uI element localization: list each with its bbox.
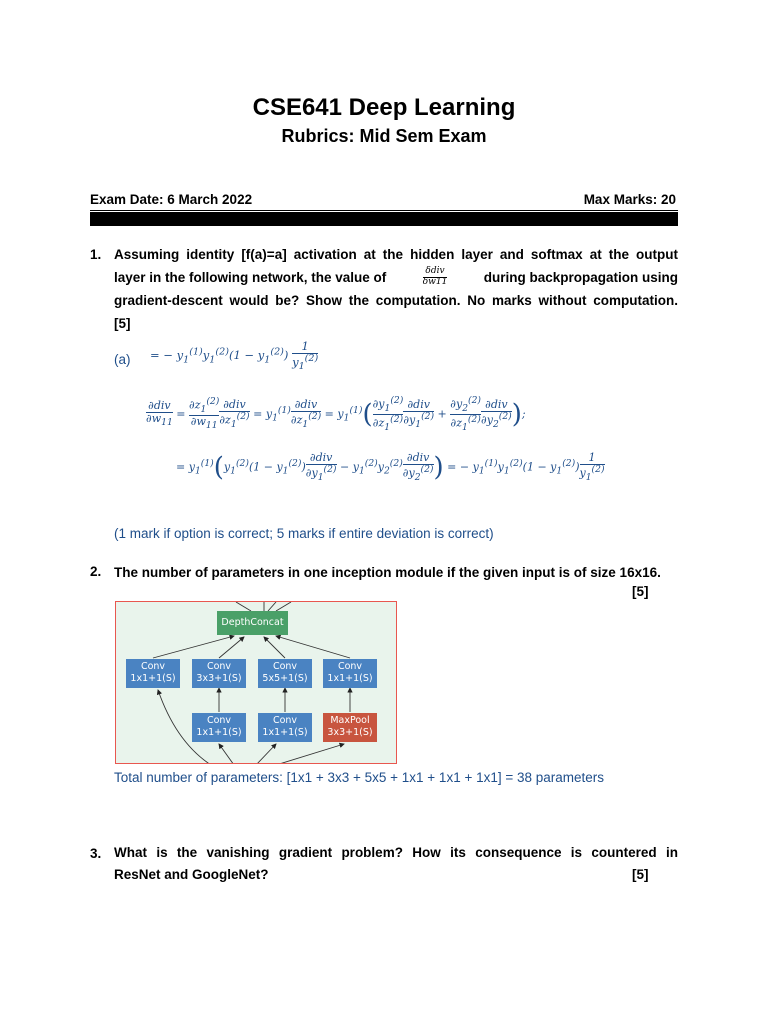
document-subtitle: Rubrics: Mid Sem Exam <box>281 126 487 146</box>
conv-1x1-pool-proj-box <box>323 659 377 688</box>
q1-marks: [5] <box>114 316 131 331</box>
q1-number: 1. <box>90 247 102 262</box>
q1-option-label: (a) <box>114 352 131 367</box>
q1-derivation-line1: $\frac{\text{∂div}}{\partial w_{11}}$ = $\frac{\partial z_1^{(2)}}{\partial w_{11}}$ $\frac{\text{∂div}}{\partial z_1^{(2)}}$ = $y_1^{(1)}$ $\frac{\text{∂div}}{\partial z_1^{(2)}}$ = $y_1^{(1)}$( $\frac{\partial y_1^{(2)}}{\partial z_1^{(2)}}$ $\frac{\text{∂div}}{\partial y_1^{(2)}}$ + $\frac{\partial y_2^{(2)}}{\partial z_1^{(2)}}$ $\frac{\text{∂div}}{\partial y_2^{(2)}}$ ); <box>146 395 526 433</box>
q1-derivation-line2: = $y_1^{(1)}(y_1^{(2)}(1 - y_1^{(2)})$ $\frac{\text{∂div}}{\partial y_1^{(2)}}$ − $y_1^{(2)}y_2^{(2)}$ $\frac{\text{∂div}}{\partial y_2^{(2)}}$ ) = − $y_1^{(1)}y_1^{(2)}(1 - y_1^{(2)})$ $\frac{1}{y_1^{(2)}}$ <box>176 451 605 483</box>
q2-marks: [5] <box>632 584 649 599</box>
box-sublabel: 1x1+1(S) <box>327 673 373 684</box>
q1-fraction <box>423 267 448 288</box>
q2-answer: Total number of parameters: [1x1 + 3x3 + 5x5 + 1x1 + 1x1 + 1x1] = 38 parameters <box>114 770 605 785</box>
box-sublabel: 1x1+1(S) <box>130 673 176 684</box>
conv-3x3-box <box>192 659 246 688</box>
q1-line2-post: during backpropagation using <box>483 270 678 285</box>
box-label: Conv <box>140 661 166 672</box>
box-label: Conv <box>337 661 363 672</box>
box-sublabel: 3x3+1(S) <box>196 673 242 684</box>
box-label: MaxPool <box>330 715 370 726</box>
max-marks: Max Marks: 20 <box>583 192 676 207</box>
q2-text: The number of parameters in one inception module if the given input is of size 16x16. <box>114 565 661 580</box>
conv-1x1-reduce-a-box <box>192 713 246 742</box>
depthconcat-box: DepthConcat <box>217 611 288 635</box>
box-sublabel: 5x5+1(S) <box>262 673 308 684</box>
q1-line2-pre: layer in the following network, the value of <box>114 270 387 285</box>
conv-1x1-reduce-b-box <box>258 713 312 742</box>
q1-frac-den: δw11 <box>422 277 448 287</box>
q1-marking-note: (1 mark if option is correct; 5 marks if entire deviation is correct) <box>114 526 494 541</box>
q3-line1: What is the vanishing gradient problem? How its consequence is countered in <box>114 845 678 860</box>
q3-line2: ResNet and GoogleNet? <box>114 867 269 882</box>
box-label: Conv <box>206 715 232 726</box>
q3-marks: [5] <box>632 867 649 882</box>
q3-text <box>114 842 678 886</box>
box-label: Conv <box>272 661 298 672</box>
header-divider-thin <box>90 210 678 211</box>
q1-line3: gradient-descent would be? Show the computation. No marks without computation. <box>114 293 678 308</box>
conv-1x1-top-box <box>126 659 180 688</box>
box-sublabel: 1x1+1(S) <box>262 727 308 738</box>
q1-frac-num: δdiv <box>425 266 445 277</box>
conv-5x5-box <box>258 659 312 688</box>
q1-text <box>114 243 678 335</box>
box-sublabel: 3x3+1(S) <box>327 727 373 738</box>
header-divider-thick <box>90 212 678 226</box>
q1-option-formula: = − $y_1^{(1)}y_1^{(2)}(1 - y_1^{(2)})$ $\frac{1}{y_1^{(2)}}$ <box>150 339 319 372</box>
q2-number: 2. <box>90 564 102 579</box>
box-label: Conv <box>206 661 232 672</box>
q1-line2 <box>114 266 678 289</box>
maxpool-box <box>323 713 377 742</box>
q3-number: 3. <box>90 846 102 861</box>
document-title: CSE641 Deep Learning <box>252 94 516 121</box>
box-label: Conv <box>272 715 298 726</box>
box-sublabel: 1x1+1(S) <box>196 727 242 738</box>
exam-date: Exam Date: 6 March 2022 <box>90 192 253 207</box>
inception-module-diagram <box>115 601 397 764</box>
q1-line1: Assuming identity [f(a)=a] activation at the hidden layer and softmax at the output <box>114 247 678 262</box>
